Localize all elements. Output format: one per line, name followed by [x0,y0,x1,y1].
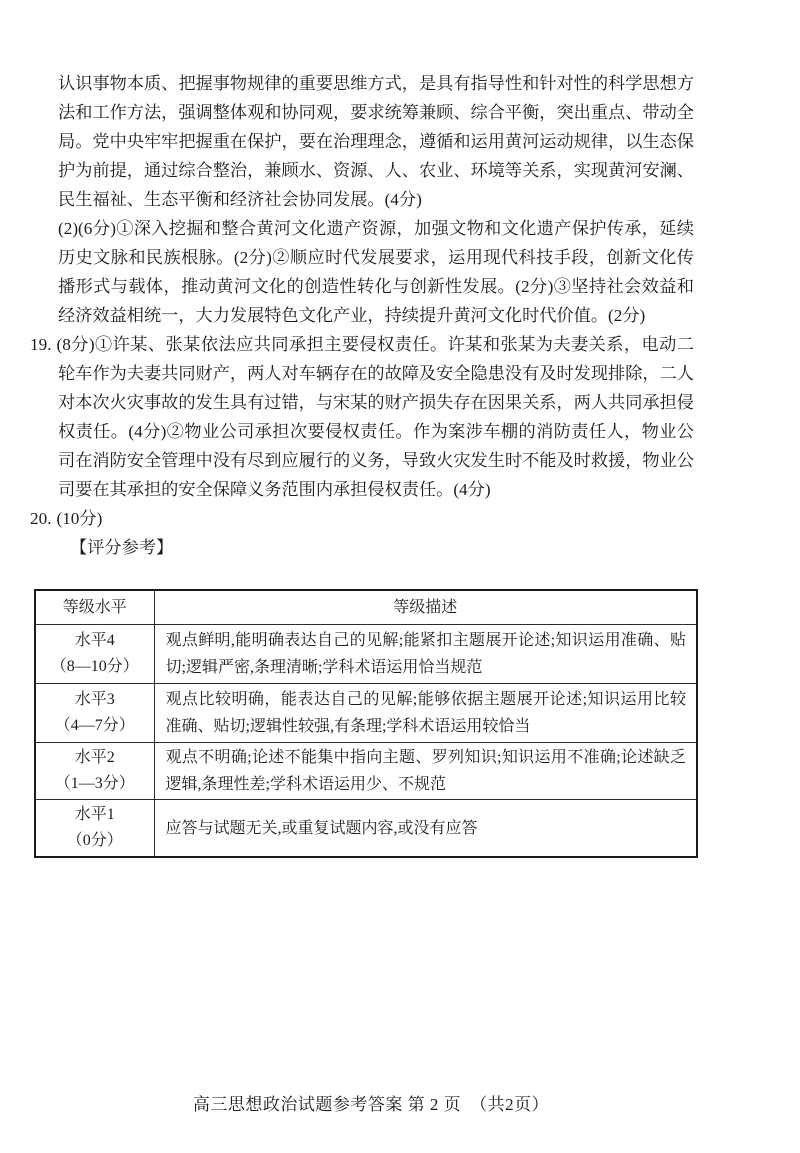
level-2-range: （1—3分） [54,775,135,792]
page-footer: 高三思想政治试题参考答案 第 2 页 （共2页） [192,1095,550,1114]
level-4-name: 水平4 [74,632,115,649]
rubric-row-level-4 [35,625,697,684]
rubric-row-level-1 [35,800,697,858]
question-20-number: 20. [30,509,52,528]
level-3-description: 观点比较明确，能表达自己的见解;能够依据主题展开论述;知识运用比较准确、贴切;逻辑性较强,有条理;学科术语运用较恰当 [154,684,697,743]
rubric-label: 【评分参考】 [70,538,174,557]
answer-19-text: (8分)①许某、张某依法应共同承担主要侵权责任。许某和张某为夫妻关系，电动二轮车作为夫妻共同财产，两人对车辆存在的故障及安全隐患没有及时发现排除，二人对本次火灾事故的发生具有过错，与宋某的财产损失存在因果关系，两人共同承担侵权责任。(4分)②物业公司承担次要侵权责任。作为案涉车棚的消防责任人，物业公司在消防安全管理中没有尽到应履行的义务，导致火灾发生时不能及时救援，物业公司要在其承担的安全保障义务范围内承担侵权责任。(4分) [56,335,694,499]
rubric-header-level: 等级水平 [35,590,154,625]
rubric-table [34,589,698,858]
answer-18-part2: (2)(6分)①深入挖掘和整合黄河文化遗产资源，加强文物和文化遗产保护传承，延续历史文脉和民族根脉。(2分)②顺应时代发展要求，运用现代科技手段，创新文化传播形式与载体，推动黄河文化的创造性转化与创新性发展。(2分)③坚持社会效益和经济效益相统一，大力发展特色文化产业，持续提升黄河文化时代价值。(2分) [58,219,694,325]
level-4-range: （8—10分） [50,658,139,675]
answer-19 [30,330,694,504]
level-2-name: 水平2 [74,749,115,766]
rubric-header-row [35,590,697,625]
level-1-range: （0分） [66,832,123,849]
level-1-name: 水平1 [74,806,115,823]
rubric-header-description: 等级描述 [154,590,697,625]
level-4-description: 观点鲜明,能明确表达自己的见解;能紧扣主题展开论述;知识运用准确、贴切;逻辑严密,条理清晰;学科术语运用恰当规范 [154,625,697,684]
level-2-description: 观点不明确;论述不能集中指向主题、罗列知识;知识运用不准确;论述缺乏逻辑,条理性差;学科术语运用少、不规范 [154,743,697,800]
level-3-range: （4—7分） [54,717,135,734]
level-1-description: 应答与试题无关,或重复试题内容,或没有应答 [154,800,697,858]
rubric-row-level-2 [35,743,697,800]
answer-20 [30,504,694,533]
answer-18-continuation: 认识事物本质、把握事物规律的重要思维方式，是具有指导性和针对性的科学思想方法和工作方法，强调整体观和协同观，要求统筹兼顾、综合平衡，突出重点、带动全局。党中央牢牢把握重在保护，要在治理理念，遵循和运用黄河运动规律，以生态保护为前提，通过综合整治，兼顾水、资源、人、农业、环境等关系，实现黄河安澜、民生福祉、生态平衡和经济社会协同发展。(4分) [58,74,694,209]
question-19-number: 19. [30,335,52,354]
rubric-row-level-3 [35,684,697,743]
answer-20-text: (10分) [56,509,103,528]
answer-sheet-content [30,69,694,858]
level-3-name: 水平3 [74,691,115,708]
